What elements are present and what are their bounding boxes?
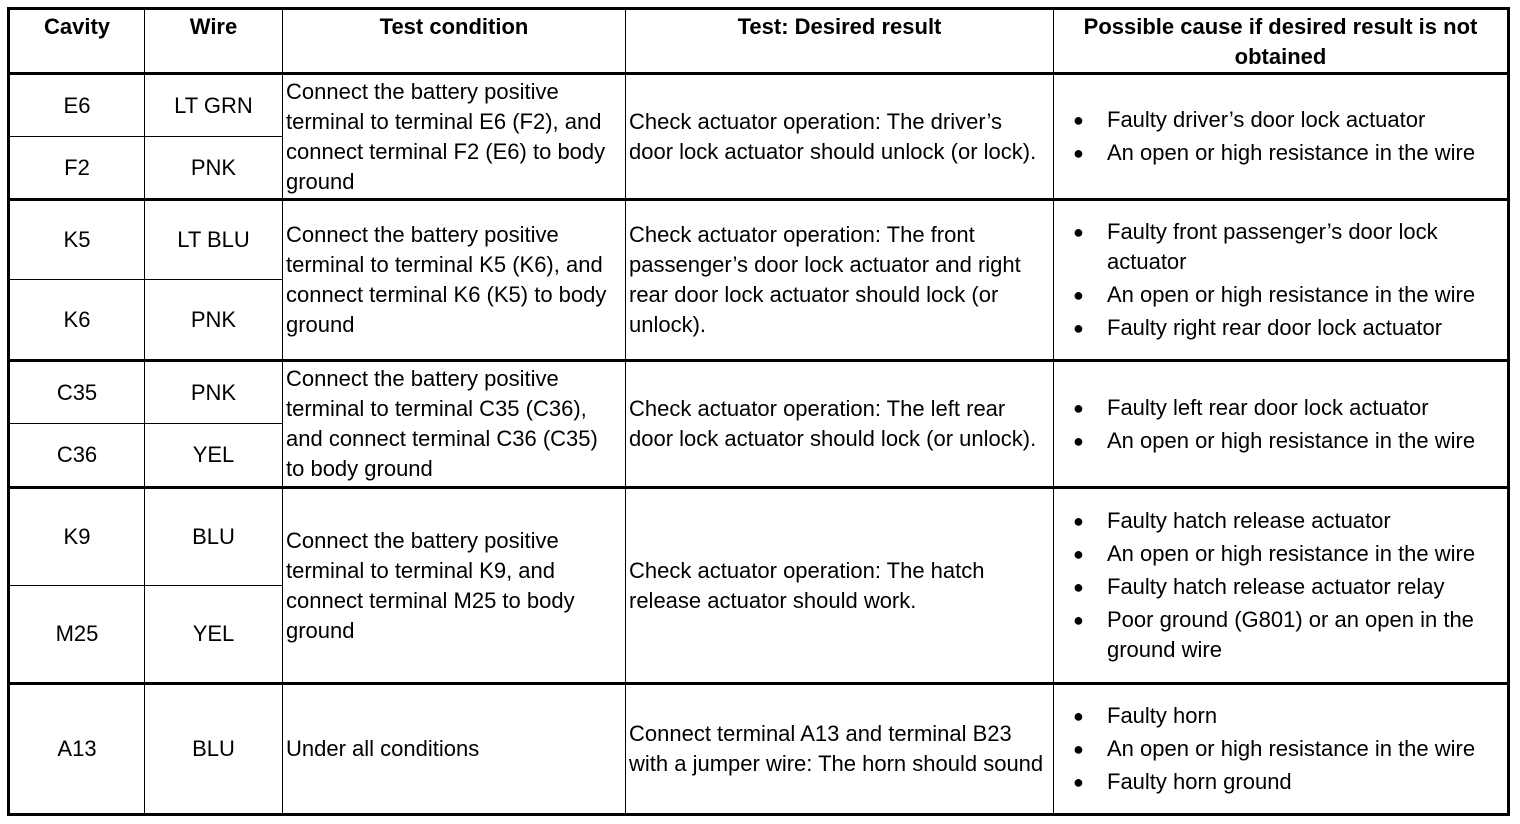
- table-row: [9, 488, 1509, 586]
- header-wire: Wire: [145, 9, 283, 74]
- desired-result-cell: Check actuator operation: The left rear door lock actuator should lock (or unlock).: [626, 361, 1054, 488]
- desired-result-cell: Check actuator operation: The driver’s door lock actuator should unlock (or lock).: [626, 74, 1054, 200]
- cause-item: ● Poor ground (G801) or an open in the ground wire: [1107, 605, 1504, 665]
- possible-cause-cell: [1054, 74, 1509, 200]
- cause-item: ● Faulty hatch release actuator relay: [1107, 572, 1504, 602]
- cause-item: ● An open or high resistance in the wire: [1107, 426, 1504, 456]
- desired-result-cell: Check actuator operation: The hatch release actuator should work.: [626, 488, 1054, 684]
- cavity-cell: F2: [9, 137, 145, 200]
- cause-list: [1057, 105, 1504, 168]
- cause-item: ● An open or high resistance in the wire: [1107, 734, 1504, 764]
- header-test-condition: Test condition: [283, 9, 626, 74]
- cause-item: ● An open or high resistance in the wire: [1107, 280, 1504, 310]
- header-cavity: Cavity: [9, 9, 145, 74]
- possible-cause-cell: [1054, 488, 1509, 684]
- cavity-cell: A13: [9, 684, 145, 815]
- table-row: [9, 200, 1509, 280]
- wire-cell: LT BLU: [145, 200, 283, 280]
- cause-item: ● Faulty hatch release actuator: [1107, 506, 1504, 536]
- header-possible-cause: Possible cause if desired result is not obtained: [1054, 9, 1509, 74]
- test-condition-cell: Connect the battery positive terminal to terminal K5 (K6), and connect terminal K6 (K5) to body ground: [283, 200, 626, 361]
- cause-item: ● Faulty left rear door lock actuator: [1107, 393, 1504, 423]
- wire-cell: LT GRN: [145, 74, 283, 137]
- cause-list: [1057, 393, 1504, 456]
- cavity-cell: K9: [9, 488, 145, 586]
- cause-item: ● Faulty front passenger’s door lock actuator: [1107, 217, 1504, 277]
- cavity-cell: K6: [9, 280, 145, 361]
- header-desired-result: Test: Desired result: [626, 9, 1054, 74]
- cause-list: [1057, 701, 1504, 797]
- cause-list: [1057, 506, 1504, 665]
- test-condition-cell: Connect the battery positive terminal to terminal C35 (C36), and connect terminal C36 (C35) to body ground: [283, 361, 626, 488]
- cavity-cell: K5: [9, 200, 145, 280]
- cavity-cell: C36: [9, 424, 145, 488]
- header-row: [9, 9, 1509, 74]
- cause-item: ● Faulty right rear door lock actuator: [1107, 313, 1504, 343]
- cavity-cell: E6: [9, 74, 145, 137]
- wire-cell: YEL: [145, 586, 283, 684]
- cause-item: ● Faulty driver’s door lock actuator: [1107, 105, 1504, 135]
- cavity-cell: M25: [9, 586, 145, 684]
- table-row: [9, 361, 1509, 424]
- wire-cell: PNK: [145, 137, 283, 200]
- test-condition-cell: Under all conditions: [283, 684, 626, 815]
- wire-cell: BLU: [145, 488, 283, 586]
- table-row: [9, 684, 1509, 815]
- wire-cell: PNK: [145, 280, 283, 361]
- desired-result-cell: Check actuator operation: The front passenger’s door lock actuator and right rear door lock actuator should lock (or unlock).: [626, 200, 1054, 361]
- cause-item: ● Faulty horn ground: [1107, 767, 1504, 797]
- cause-item: ● An open or high resistance in the wire: [1107, 539, 1504, 569]
- desired-result-cell: Connect terminal A13 and terminal B23 with a jumper wire: The horn should sound: [626, 684, 1054, 815]
- wire-cell: PNK: [145, 361, 283, 424]
- possible-cause-cell: [1054, 200, 1509, 361]
- possible-cause-cell: [1054, 684, 1509, 815]
- cavity-cell: C35: [9, 361, 145, 424]
- troubleshooting-table: [7, 7, 1510, 816]
- test-condition-cell: Connect the battery positive terminal to terminal K9, and connect terminal M25 to body ground: [283, 488, 626, 684]
- wire-cell: YEL: [145, 424, 283, 488]
- test-condition-cell: Connect the battery positive terminal to terminal E6 (F2), and connect terminal F2 (E6) to body ground: [283, 74, 626, 200]
- cause-list: [1057, 217, 1504, 343]
- table-row: [9, 74, 1509, 137]
- possible-cause-cell: [1054, 361, 1509, 488]
- cause-item: ● An open or high resistance in the wire: [1107, 138, 1504, 168]
- cause-item: ● Faulty horn: [1107, 701, 1504, 731]
- wire-cell: BLU: [145, 684, 283, 815]
